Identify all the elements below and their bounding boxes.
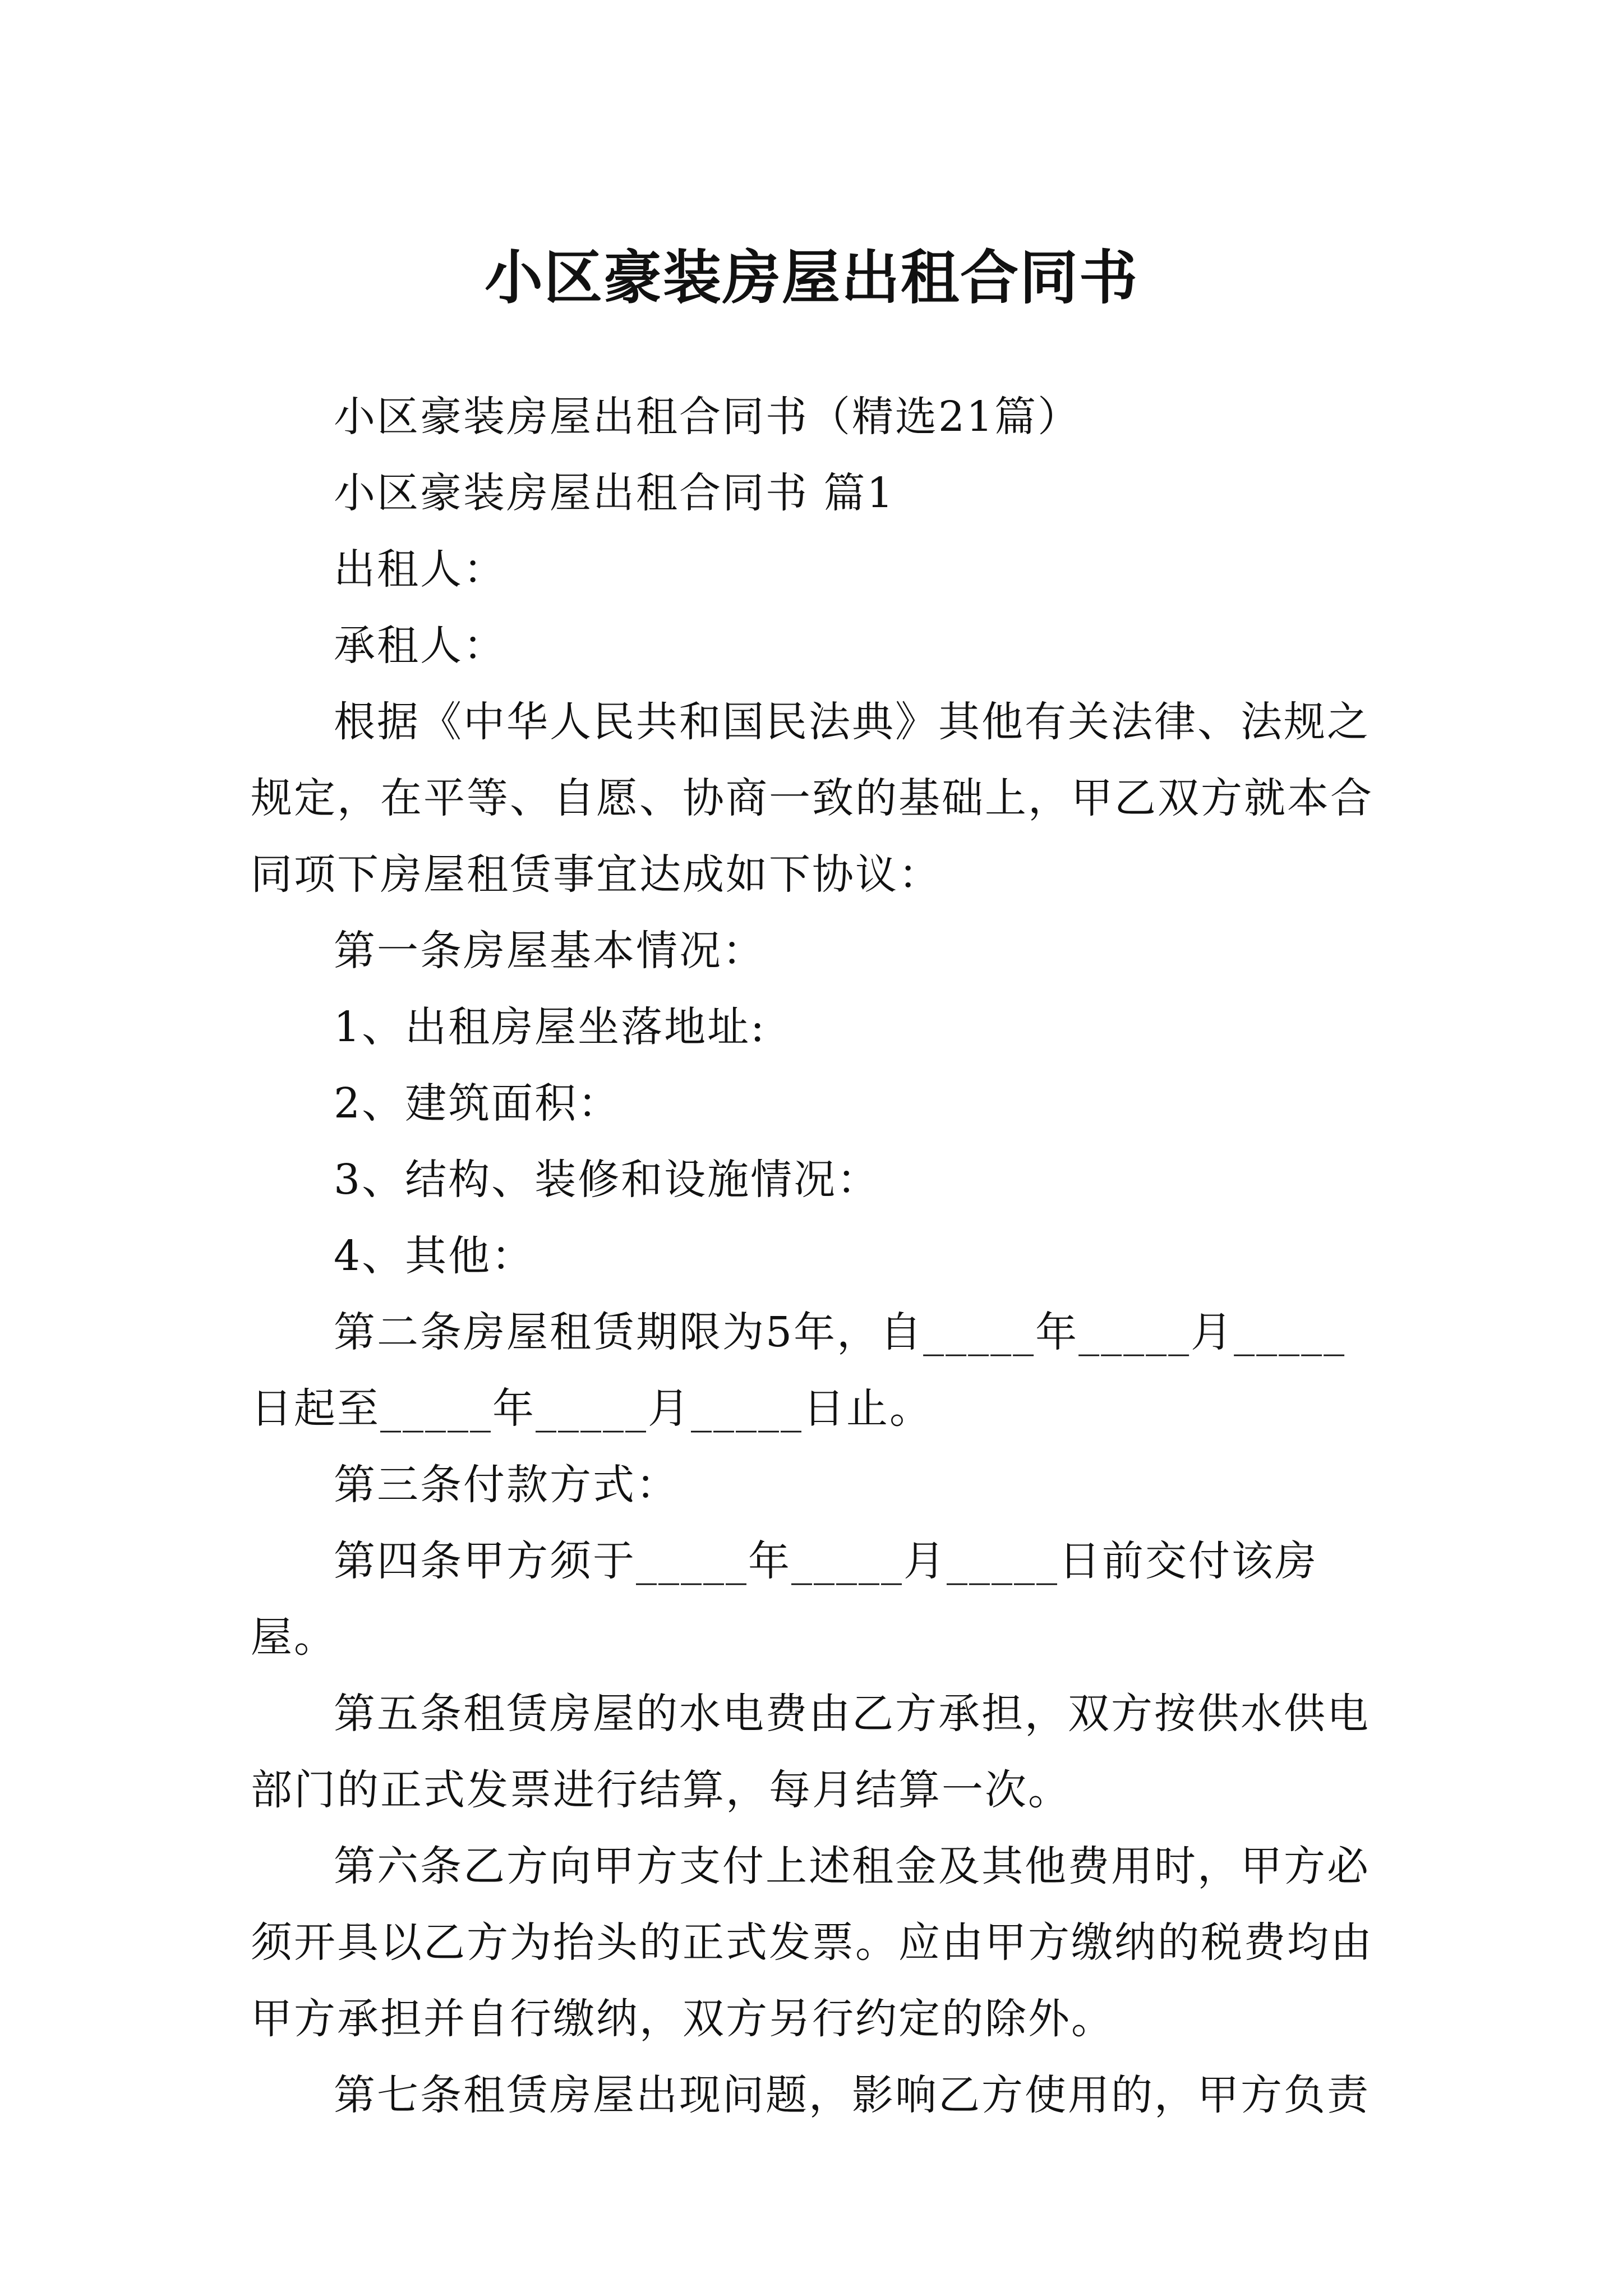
clause-1-item-area: 2、建筑面积： (334, 1079, 621, 1128)
article-heading: 小区豪装房屋出租合同书 篇1 (334, 469, 895, 517)
clause-7-repairs: 第七条租赁房屋出现问题，影响乙方使用的，甲方负责 (334, 2071, 1370, 2119)
clause-3-payment: 第三条付款方式： (334, 1461, 679, 1509)
clause-1-item-address: 1、出租房屋坐落地址: (334, 1003, 767, 1051)
lessor-line: 出租人： (334, 545, 506, 593)
clause-1-item-other: 4、其他： (334, 1232, 535, 1280)
clause-5-utilities: 第五条租赁房屋的水电费由乙方承担，双方按供水供电部门的正式发票进行结算，每月结算一次。 (251, 1690, 1370, 1814)
clause-1-heading: 第一条房屋基本情况： (334, 927, 766, 975)
collection-heading: 小区豪装房屋出租合同书（精选21篇） (334, 393, 1081, 441)
clause-1-item-structure: 3、结构、装修和设施情况： (334, 1156, 880, 1204)
clause-4-delivery: 第四条甲方须于_____年_____月_____日前交付该房屋。 (251, 1537, 1318, 1662)
lessee-line: 承租人： (334, 622, 506, 670)
document-title: 小区豪装房屋出租合同书 (484, 242, 1138, 312)
clause-2-term: 第二条房屋租赁期限为5年，自_____年_____月_____日起至_____年_____月_____日止。 (251, 1308, 1347, 1433)
document-body (251, 379, 1378, 2133)
clause-6-invoice: 第六条乙方向甲方支付上述租金及其他费用时，甲方必须开具以乙方为抬头的正式发票。应由甲方缴纳的税费均由甲方承担并自行缴纳，双方另行约定的除外。 (251, 1842, 1373, 2043)
preamble-paragraph: 根据《中华人民共和国民法典》其他有关法律、法规之规定，在平等、自愿、协商一致的基础上，甲乙双方就本合同项下房屋租赁事宜达成如下协议： (251, 698, 1373, 899)
